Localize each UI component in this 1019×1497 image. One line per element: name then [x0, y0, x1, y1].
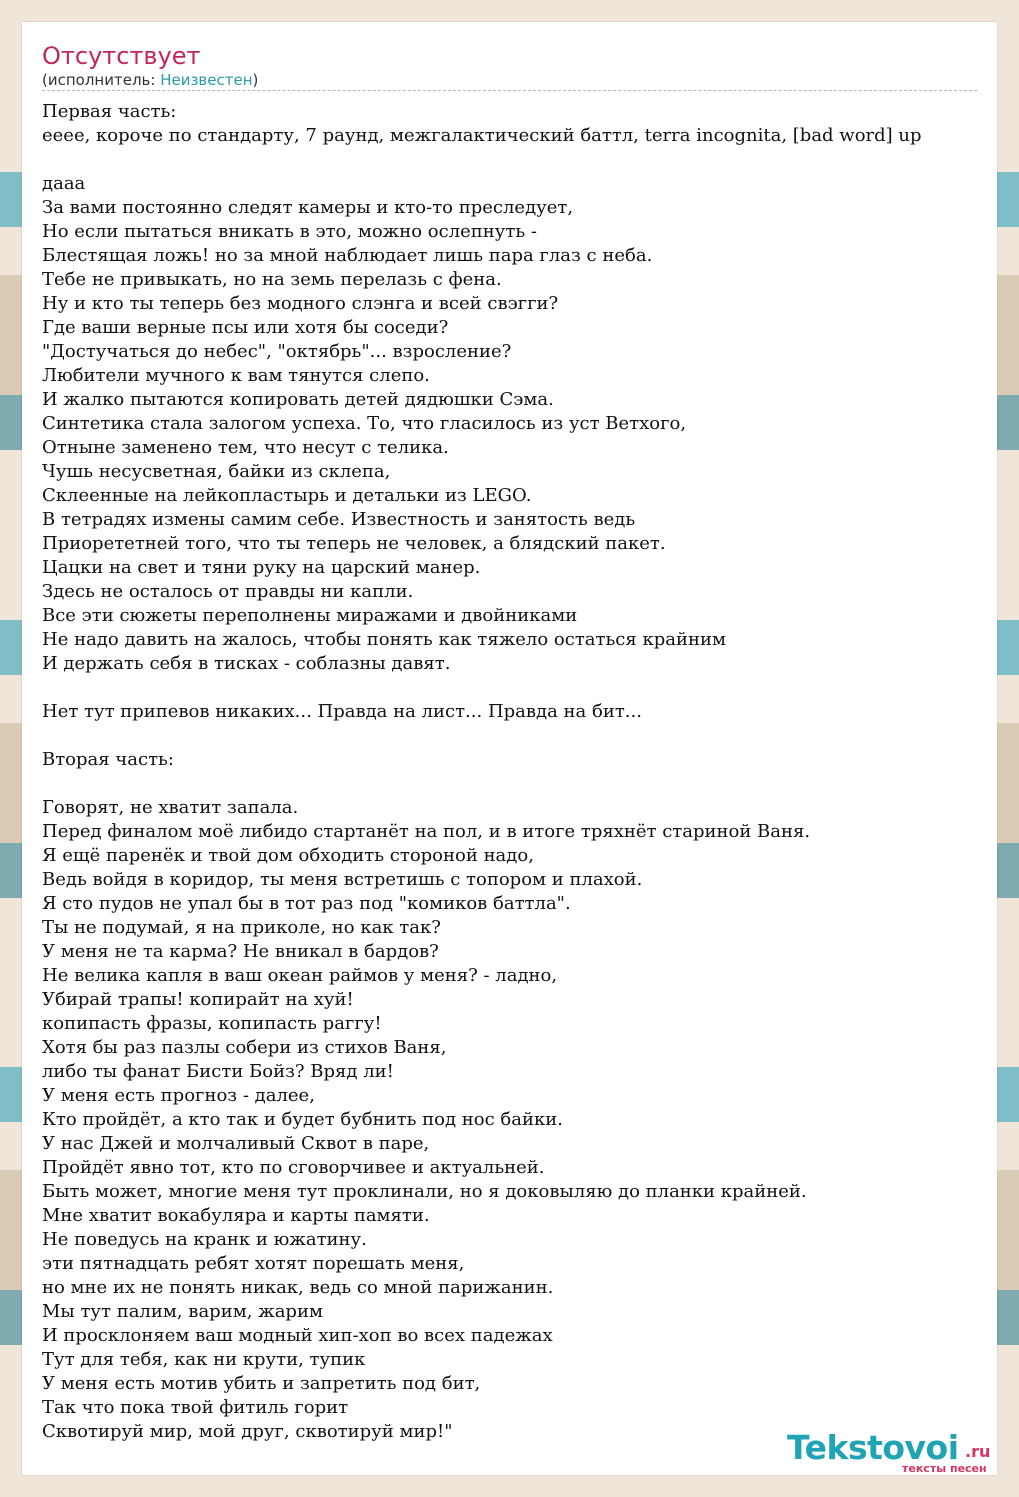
lyric-line: Блестящая ложь! но за мной наблюдает лишь пара глаз с неба. — [42, 245, 653, 266]
lyric-line: Мы тут палим, варим, жарим — [42, 1301, 323, 1322]
lyric-line: Не велика капля в ваш океан раймов у меня? - ладно, — [42, 965, 558, 986]
lyric-line: И держать себя в тисках - соблазны давят. — [42, 653, 451, 674]
artist-link[interactable]: Неизвестен — [160, 71, 253, 89]
tekstovoi-logo[interactable] — [787, 1428, 997, 1474]
lyric-line: но мне их не понять никак, ведь со мной парижанин. — [42, 1277, 554, 1298]
lyric-line: Ведь войдя в коридор, ты меня встретишь с топором и плахой. — [42, 869, 643, 890]
lyric-line: Ты не подумай, я на приколе, но как так? — [42, 917, 441, 938]
lyric-line: эти пятнадцать ребят хотят порешать меня, — [42, 1253, 465, 1274]
lyric-line: За вами постоянно следят камеры и кто-то преследует, — [42, 197, 574, 218]
lyric-line: Мне хватит вокабуляра и карты памяти. — [42, 1205, 430, 1226]
logo-tagline: тексты песен — [902, 1462, 987, 1475]
lyric-line: И просклоняем ваш модный хип-хоп во всех падежах — [42, 1325, 553, 1346]
lyric-line: Где ваши верные псы или хотя бы соседи? — [42, 317, 449, 338]
lyric-line: дааа — [42, 173, 86, 194]
song-title: Отсутствует — [42, 42, 201, 70]
lyric-line: Отныне заменено тем, что несут с телика. — [42, 437, 449, 458]
lyric-line: Синтетика стала залогом успеха. То, что гласилось из уст Ветхого, — [42, 413, 687, 434]
lyric-line — [42, 676, 997, 700]
lyric-line: В тетрадях измены самим себе. Известность и занятость ведь — [42, 509, 636, 530]
lyrics-text — [42, 100, 997, 1444]
lyric-line: Я ещё паренёк и твой дом обходить стороной надо, — [42, 845, 534, 866]
lyric-line: Здесь не осталось от правды ни капли. — [42, 581, 414, 602]
artist-prefix: (исполнитель: — [42, 71, 161, 89]
lyric-line: Убирай трапы! копирайт на хуй! — [42, 989, 354, 1010]
lyric-line: У меня есть мотив убить и запретить под бит, — [42, 1373, 481, 1394]
lyric-line: Хотя бы раз пазлы собери из стихов Ваня, — [42, 1037, 447, 1058]
lyric-line: Любители мучного к вам тянутся слепо. — [42, 365, 430, 386]
lyric-line: ееее, короче по стандарту, 7 раунд, межгалактический баттл, terra incognita, [bad word] up — [42, 125, 922, 146]
lyric-line: Сквотируй мир, мой друг, сквотируй мир!" — [42, 1421, 453, 1442]
lyric-line: Я сто пудов не упал бы в тот раз под "комиков баттла". — [42, 893, 571, 914]
lyric-line: Быть может, многие меня тут проклинали, но я доковыляю до планки крайней. — [42, 1181, 807, 1202]
artist-line — [42, 71, 258, 89]
lyric-line: Но если пытаться вникать в это, можно ослепнуть - — [42, 221, 537, 242]
lyric-line: У нас Джей и молчаливый Сквот в паре, — [42, 1133, 430, 1154]
lyric-line: Не поведусь на кранк и южатину. — [42, 1229, 367, 1250]
lyric-line: Не надо давить на жалось, чтобы понять как тяжело остаться крайним — [42, 629, 726, 650]
lyric-line: У меня есть прогноз - далее, — [42, 1085, 315, 1106]
lyric-line — [42, 772, 997, 796]
lyric-line: Цацки на свет и тяни руку на царский манер. — [42, 557, 481, 578]
lyric-line: "Достучаться до небес", "октябрь"... взросление? — [42, 341, 512, 362]
lyric-line: И жалко пытаются копировать детей дядюшки Сэма. — [42, 389, 554, 410]
lyric-line: Первая часть: — [42, 101, 177, 122]
lyric-line: Нет тут припевов никаких... Правда на лист... Правда на бит... — [42, 701, 642, 722]
logo-name: Tekstovoi — [787, 1428, 959, 1467]
lyric-line: копипасть фразы, копипасть раггу! — [42, 1013, 382, 1034]
lyric-line: Склеенные на лейкопластырь и детальки из LEGO. — [42, 485, 532, 506]
lyric-line: Тебе не привыкать, но на земь перелазь с фена. — [42, 269, 502, 290]
lyric-line: Приорететней того, что ты теперь не человек, а блядский пакет. — [42, 533, 666, 554]
lyric-line: Чушь несусветная, байки из склепа, — [42, 461, 391, 482]
lyric-line: Говорят, не хватит запала. — [42, 797, 299, 818]
lyric-line: У меня не та карма? Не вникал в бардов? — [42, 941, 439, 962]
lyric-line: Тут для тебя, как ни крути, тупик — [42, 1349, 366, 1370]
lyric-line: Вторая часть: — [42, 749, 174, 770]
logo-tld: .ru — [965, 1442, 991, 1461]
lyric-line: Кто пройдёт, а кто так и будет бубнить под нос байки. — [42, 1109, 563, 1130]
lyric-line: Ну и кто ты теперь без модного слэнга и всей свэгги? — [42, 293, 559, 314]
lyric-line: Все эти сюжеты переполнены миражами и двойниками — [42, 605, 578, 626]
title-divider — [42, 90, 977, 91]
lyric-line: Так что пока твой фитиль горит — [42, 1397, 349, 1418]
lyric-line: Пройдёт явно тот, кто по сговорчивее и актуальней. — [42, 1157, 545, 1178]
lyric-line: либо ты фанат Бисти Бойз? Вряд ли! — [42, 1061, 394, 1082]
lyric-line — [42, 148, 997, 172]
lyric-line: Перед финалом моё либидо стартанёт на пол, и в итоге тряхнёт стариной Ваня. — [42, 821, 811, 842]
lyric-line — [42, 724, 997, 748]
artist-suffix: ) — [252, 71, 259, 89]
lyrics-page — [22, 22, 997, 1475]
